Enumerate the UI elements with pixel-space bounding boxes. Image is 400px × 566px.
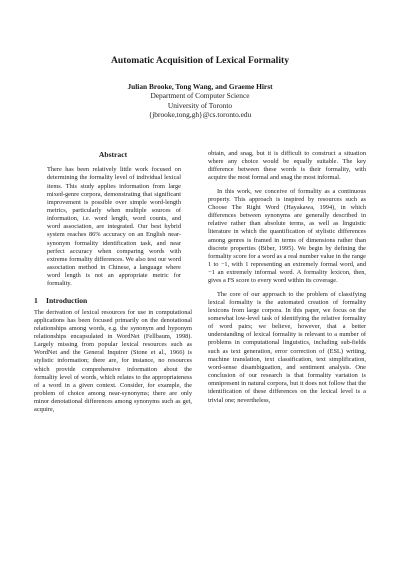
section-number: 1 <box>34 295 38 305</box>
paper-title: Automatic Acquisition of Lexical Formality <box>111 55 289 66</box>
abstract-heading: Abstract <box>98 150 128 159</box>
left-column <box>34 150 192 415</box>
abstract-text: There has been relatively little work focused on determining the formality level of individual lexical items. This study applies information from large mixed-genre corpora, demonstrating that significant improvement is possible over simple word-length metrics, particularly when multiple sources of information, i.e. word length, word counts, and word association, are integrated. Our best hybrid system reaches 86% accuracy on an English near-synonym formality identification task, and near perfect accuracy when comparing words with extreme formality differences. We also test our word association method in Chinese, a language where word length is not an appropriate metric for formality. <box>47 166 181 288</box>
author-email: {jbrooke,tong,gh}@cs.toronto.edu <box>148 110 252 120</box>
section-title: Introduction <box>46 295 88 305</box>
author-block <box>40 82 360 120</box>
author-names: Julian Brooke, Tong Wang, and Graeme Hirst <box>127 82 273 91</box>
section-heading <box>34 296 192 305</box>
intro-paragraph-3: In this work, we conceive of formality as a continuous property. This approach is inspired by resources such as Choose The Right Word (Hayakawa, 1994), in which differences between synonyms are generally described in relative rather than absolute terms, as well as linguistic literature in which the quantification of stylistic differences among genres is framed in terms of dimensions rather than discrete properties (Biber, 1995). We begin by defining the formality score for a word as a real number value in the range 1 to −1, with 1 representing an extremely formal word, and −1 an extremely informal word. A formality lexicon, then, gives a FS score to every word within its coverage. <box>208 187 366 285</box>
affiliation-university: University of Toronto <box>167 100 233 110</box>
intro-paragraph-1: The derivation of lexical resources for use in computational applications has been focused primarily on the denotational relationships among words, e.g. the synonym and hyponym relationships encapsulated in WordNet (Fellbaum, 1998). Largely missing from popular lexical resources such as WordNet and the General Inquirer (Stone et al., 1966) is stylistic information; there are, for instance, no resources which provide comprehensive information about the formality level of words, which relates to the appropriateness of a word in a given context. Consider, for example, the problem of choice among near-synonyms; there are only minor denotational differences among synonyms such as get, acquire, <box>34 308 192 414</box>
affiliation-department: Department of Computer Science <box>150 91 250 101</box>
intro-paragraph-4: The core of our approach to the problem of classifying lexical formality is the automated creation of formality lexicons from large corpora. In this paper, we focus on the somewhat low-level task of identifying the relative formality of word pairs; we believe, however, that a better understanding of lexical formality is relevant to a number of problems in computational linguistics, including sub-fields such as text generation, error correction of (ESL) writing, machine translation, text classification, text simplification, word-sense disambiguation, and sentiment analysis. One conclusion of our research is that formality variation is omnipresent in natural corpora, but it does not follow that the identification of these differences on the lexical level is a trivial one; nevertheless, <box>208 290 366 404</box>
right-column <box>208 150 366 405</box>
intro-paragraph-2: obtain, and snag, but it is difficult to construct a situation where any choice would be equally suitable. The key difference between these words is their formality, with acquire the most formal and snag the most informal. <box>208 150 366 182</box>
